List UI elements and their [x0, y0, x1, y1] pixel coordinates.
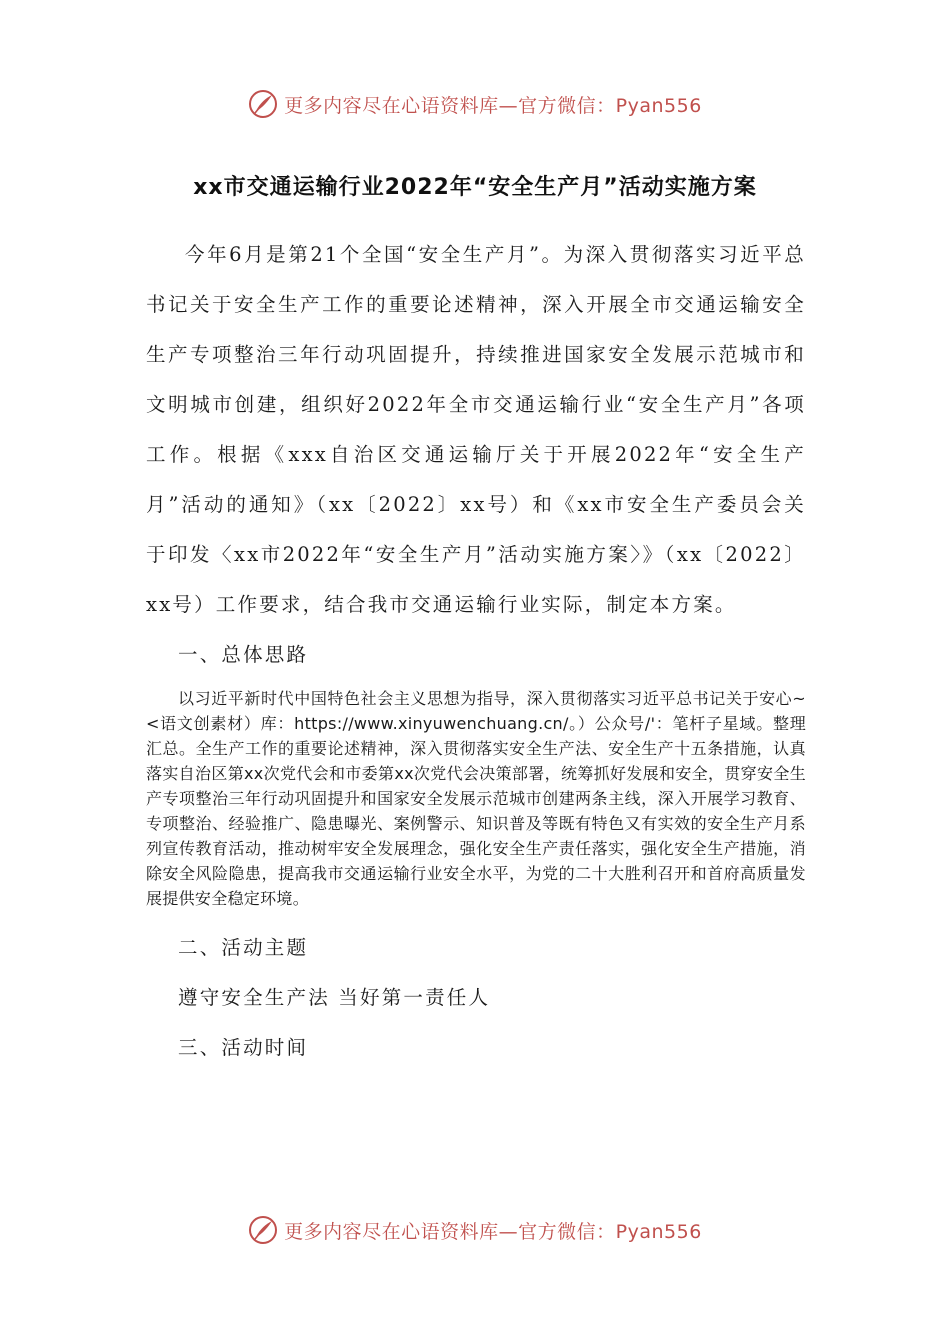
header-banner-text: 更多内容尽在心语资料库—官方微信：Pyan556 [284, 94, 702, 117]
overall-approach-paragraph: 以习近平新时代中国特色社会主义思想为指导，深入贯彻落实习近平总书记关于安心~<语文创素材）库：https://www.xinyuwenchuang.cn/。）公众号/'：笔杆子星域。整理汇总。全生产工作的重要论述精神，深入贯彻落实安全生产法、安全生产十五条措施，认真落实自治区第xx次党代会和市委第xx次党代会决策部署，统筹抓好发展和安全，贯穿安全生产专项整治三年行动巩固提升和国家安全发展示范城市创建两条主线，深入开展学习教育、专项整治、经验推广、隐患曝光、案例警示、知识普及等既有特色又有实效的安全生产月系列宣传教育活动，推动树牢安全发展理念，强化安全生产责任落实，强化安全生产措施，消除安全风险隐患，提高我市交通运输行业安全水平，为党的二十大胜利召开和首府高质量发展提供安全稳定环境。 [146, 689, 806, 908]
activity-theme-text: 遵守安全生产法 当好第一责任人 [178, 986, 491, 1009]
quill-logo-icon [248, 89, 278, 119]
section-heading-overall-approach: 一、总体思路 [178, 643, 309, 666]
document-body [146, 230, 806, 1073]
quill-logo-icon [248, 1215, 278, 1245]
section-heading-activity-time: 三、活动时间 [178, 1036, 309, 1059]
document-title: xx市交通运输行业2022年“安全生产月”活动实施方案 [193, 175, 757, 200]
section-heading-activity-theme: 二、活动主题 [178, 936, 309, 959]
footer-banner [0, 1210, 950, 1250]
header-banner [0, 84, 950, 124]
intro-paragraph: 今年6月是第21个全国“安全生产月”。为深入贯彻落实习近平总书记关于安全生产工作的重要论述精神，深入开展全市交通运输安全生产专项整治三年行动巩固提升，持续推进国家安全发展示范城市和文明城市创建，组织好2022年全市交通运输行业“安全生产月”各项工作。根据《xxx自治区交通运输厅关于开展2022年“安全生产月”活动的通知》（xx〔2022〕xx号）和《xx市安全生产委员会关于印发〈xx市2022年“安全生产月”活动实施方案〉》（xx〔2022〕xx号）工作要求，结合我市交通运输行业实际，制定本方案。 [146, 243, 806, 616]
footer-banner-text: 更多内容尽在心语资料库—官方微信：Pyan556 [284, 1220, 702, 1243]
